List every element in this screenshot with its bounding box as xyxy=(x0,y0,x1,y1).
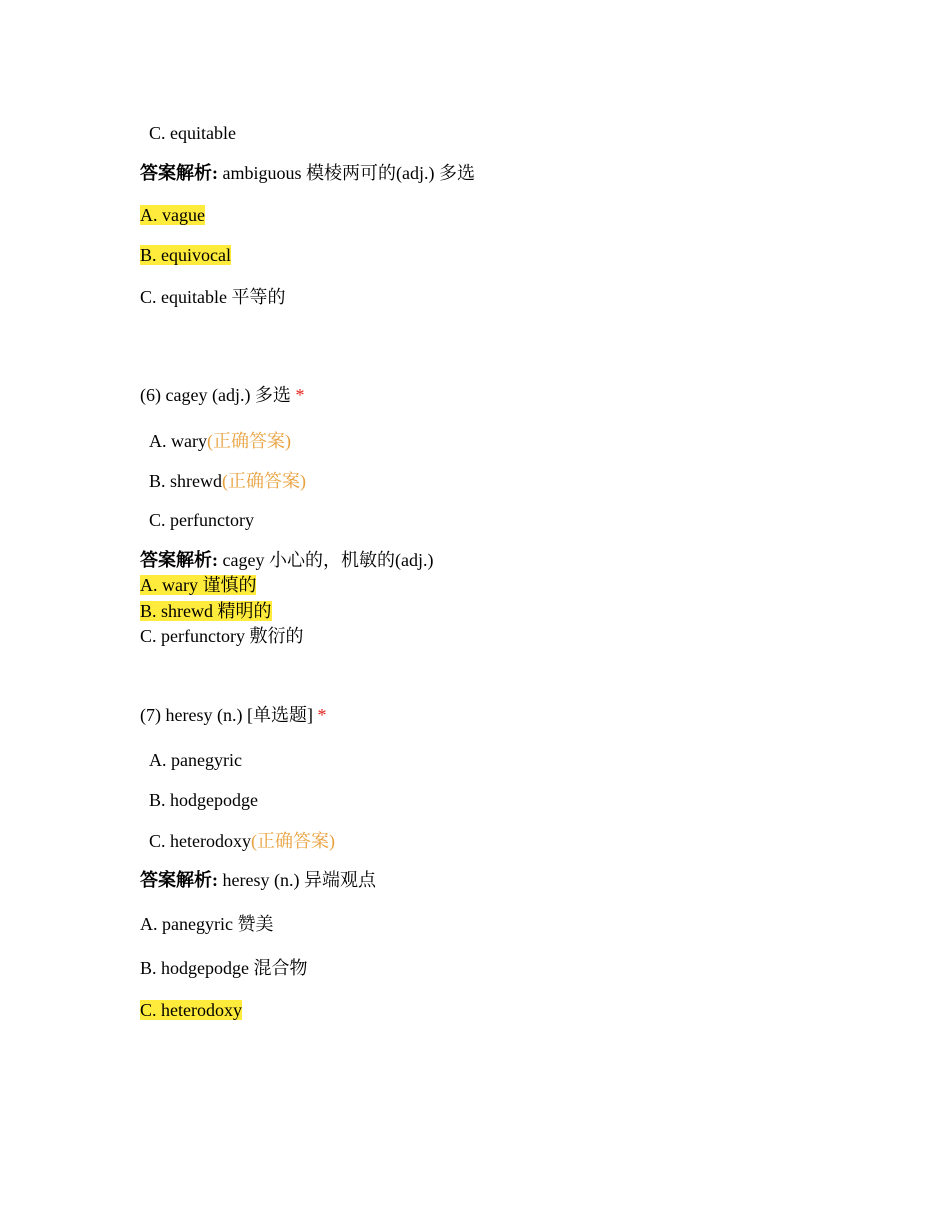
option-text: C. heterodoxy xyxy=(149,831,251,851)
explanation-text: B. hodgepodge 混合物 xyxy=(140,958,308,978)
q5-explanation-b xyxy=(140,244,231,266)
q7-option-b xyxy=(149,789,258,811)
option-text: A. panegyric xyxy=(149,750,242,770)
question-text: (6) cagey (adj.) 多选 xyxy=(140,385,291,405)
q5-explanation-a xyxy=(140,204,205,226)
highlighted-answer: B. equivocal xyxy=(140,245,231,265)
q7-analysis xyxy=(140,869,376,891)
q6-explanation-c xyxy=(140,625,303,647)
q6-analysis xyxy=(140,549,433,571)
analysis-text: ambiguous 模棱两可的(adj.) 多选 xyxy=(218,163,475,183)
q6-explanation-b xyxy=(140,600,272,622)
q5-explanation-c xyxy=(140,286,285,308)
q5-analysis xyxy=(140,162,475,184)
option-text: C. perfunctory xyxy=(149,510,254,530)
q6-option-b xyxy=(149,470,306,492)
analysis-label: 答案解析: xyxy=(140,163,218,183)
question-text: (7) heresy (n.) [单选题] xyxy=(140,705,313,725)
q7-explanation-a xyxy=(140,913,273,935)
required-marker: * xyxy=(295,385,305,405)
q5-option-c xyxy=(149,122,236,144)
option-text: A. wary xyxy=(149,431,207,451)
explanation-text: C. perfunctory 敷衍的 xyxy=(140,626,304,646)
analysis-label: 答案解析: xyxy=(140,550,218,570)
q6-explanation-a xyxy=(140,574,256,596)
q6-question xyxy=(140,384,304,406)
correct-answer-tag: (正确答案) xyxy=(250,831,335,851)
correct-answer-tag: (正确答案) xyxy=(222,471,306,491)
q6-option-c xyxy=(149,509,254,531)
highlighted-answer: A. vague xyxy=(140,205,205,225)
q7-option-c xyxy=(149,830,335,852)
highlighted-answer: B. shrewd 精明的 xyxy=(140,601,272,621)
analysis-label: 答案解析: xyxy=(140,870,218,890)
q5-option-c-text: C. equitable xyxy=(149,123,236,143)
analysis-text: cagey 小心的，机敏的(adj.) xyxy=(218,550,434,570)
q7-option-a xyxy=(149,749,242,771)
q6-option-a xyxy=(149,430,291,452)
explanation-text: A. panegyric 赞美 xyxy=(140,914,274,934)
highlighted-answer: C. heterodoxy xyxy=(140,1000,242,1020)
required-marker: * xyxy=(317,705,327,725)
q7-question xyxy=(140,704,326,726)
q7-explanation-b xyxy=(140,957,307,979)
option-text: B. hodgepodge xyxy=(149,790,258,810)
correct-answer-tag: (正确答案) xyxy=(206,431,291,451)
option-text: B. shrewd xyxy=(149,471,222,491)
explanation-text: C. equitable 平等的 xyxy=(140,287,286,307)
q7-explanation-c xyxy=(140,999,242,1021)
highlighted-answer: A. wary 谨慎的 xyxy=(140,575,257,595)
analysis-text: heresy (n.) 异端观点 xyxy=(218,870,376,890)
